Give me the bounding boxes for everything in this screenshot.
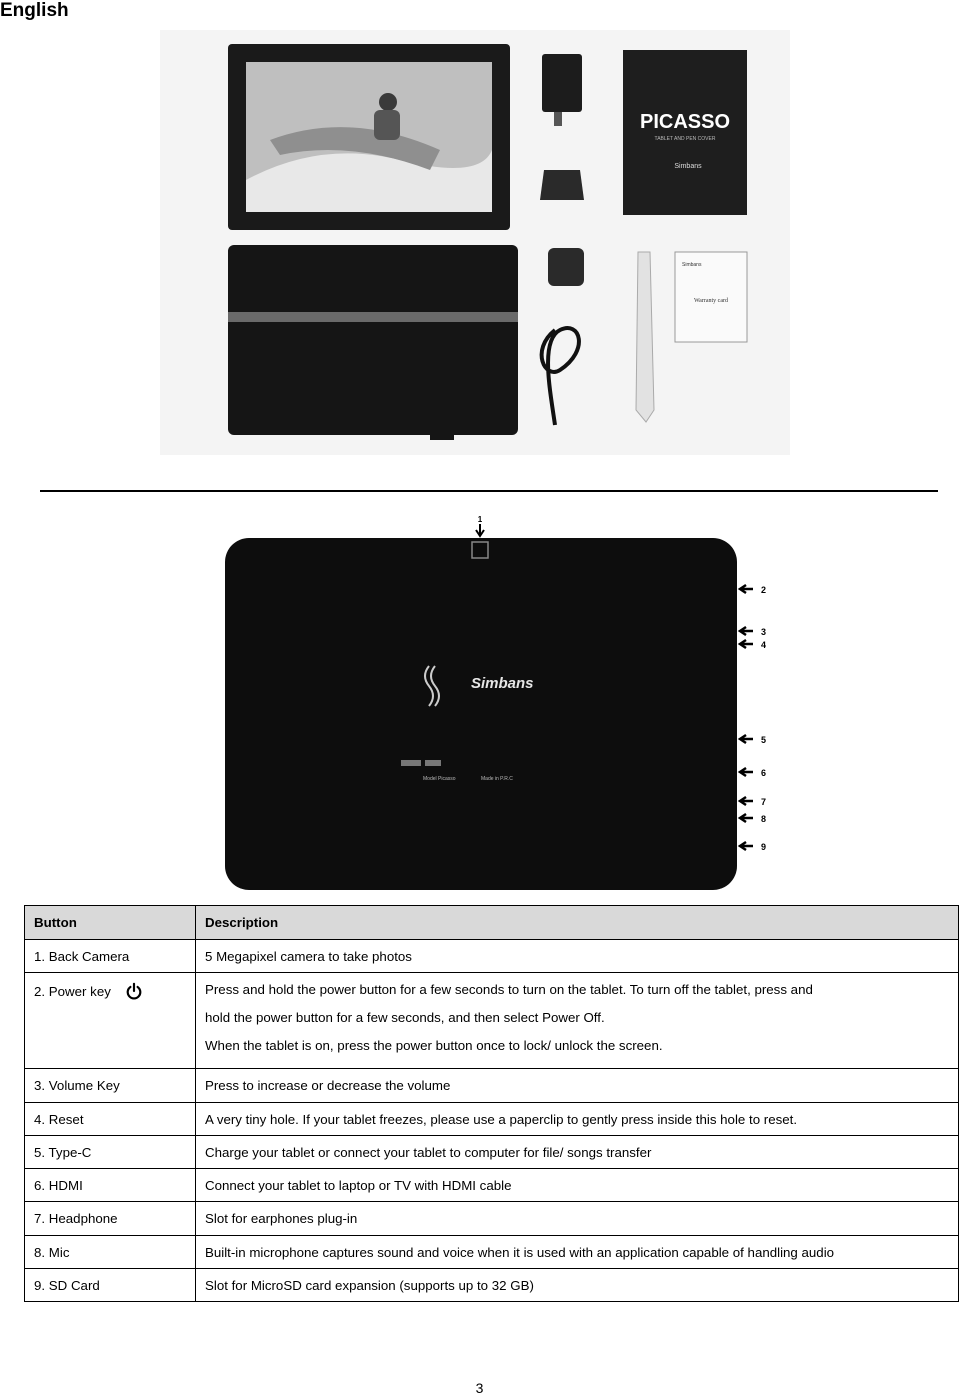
button-description: Press to increase or decrease the volume (196, 1069, 959, 1102)
button-description: Connect your tablet to laptop or TV with HDMI cable (196, 1169, 959, 1202)
callout-8: 8 (761, 814, 767, 824)
description-line: When the tablet is on, press the power button once to lock/ unlock the screen. (205, 1038, 663, 1054)
power-icon (125, 982, 143, 1000)
callout-7: 7 (761, 797, 767, 807)
button-description-table (24, 905, 959, 1302)
back-label-model: Model Picasso (423, 776, 456, 782)
callout-1: 1 (477, 515, 483, 524)
description-line: Press and hold the power button for a few seconds to turn on the tablet. To turn off the tablet, press and (205, 982, 813, 998)
table-row (25, 1169, 959, 1202)
button-description: A very tiny hole. If your tablet freezes, please use a paperclip to gently press inside this hole to reset. (196, 1102, 959, 1135)
box-subtitle: TABLET AND PEN COVER (654, 136, 716, 142)
button-description: 5 Megapixel camera to take photos (196, 940, 959, 973)
button-description: Built-in microphone captures sound and voice when it is used with an application capable of handling audio (196, 1235, 959, 1268)
section-divider (40, 490, 938, 492)
table-row (25, 940, 959, 973)
warranty-card-title: Warranty card (694, 298, 728, 304)
button-name: 2. Power key (34, 984, 111, 1000)
tablet-front-image (228, 44, 510, 230)
package-contents-photo (160, 30, 790, 455)
button-name: 5. Type-C (25, 1135, 196, 1168)
callout-5: 5 (761, 735, 767, 745)
warranty-card-image (675, 252, 747, 342)
button-description: Slot for MicroSD card expansion (supports up to 32 GB) (196, 1268, 959, 1301)
button-name: 6. HDMI (25, 1169, 196, 1202)
table-row (25, 1202, 959, 1235)
button-name: 4. Reset (25, 1102, 196, 1135)
back-camera-icon (472, 542, 488, 558)
page-number: 3 (475, 1380, 484, 1396)
language-heading: English (0, 0, 69, 21)
callout-2: 2 (761, 585, 767, 595)
back-brand-logo: Simbans (471, 675, 534, 692)
button-description: Slot for earphones plug-in (196, 1202, 959, 1235)
button-name: 8. Mic (25, 1235, 196, 1268)
button-description (196, 973, 959, 1069)
button-name: 1. Back Camera (25, 940, 196, 973)
table-row (25, 1235, 959, 1268)
button-name: 7. Headphone (25, 1202, 196, 1235)
description-line: hold the power button for a few seconds, and then select Power Off. (205, 1010, 605, 1026)
folio-case-image (228, 245, 518, 440)
table-row (25, 1069, 959, 1102)
table-row (25, 973, 959, 1069)
warranty-card-brand: Simbans (682, 262, 702, 268)
box-brand: Simbans (674, 163, 702, 170)
product-box-image (623, 50, 747, 215)
header-button: Button (25, 906, 196, 940)
button-name: 9. SD Card (25, 1268, 196, 1301)
callout-4: 4 (761, 640, 767, 650)
table-row (25, 1135, 959, 1168)
callout-6: 6 (761, 768, 767, 778)
button-description: Charge your tablet or connect your tablet to computer for file/ songs transfer (196, 1135, 959, 1168)
table-row (25, 1102, 959, 1135)
callout-3: 3 (761, 627, 767, 637)
tablet-back-photo (195, 510, 785, 895)
table-row (25, 1268, 959, 1301)
callout-9: 9 (761, 842, 767, 852)
button-name: 3. Volume Key (25, 1069, 196, 1102)
button-name-cell (25, 973, 196, 1069)
back-label-origin: Made in P.R.C (481, 776, 513, 782)
table-header-row (25, 906, 959, 940)
header-description: Description (196, 906, 959, 940)
box-title: PICASSO (639, 111, 731, 133)
